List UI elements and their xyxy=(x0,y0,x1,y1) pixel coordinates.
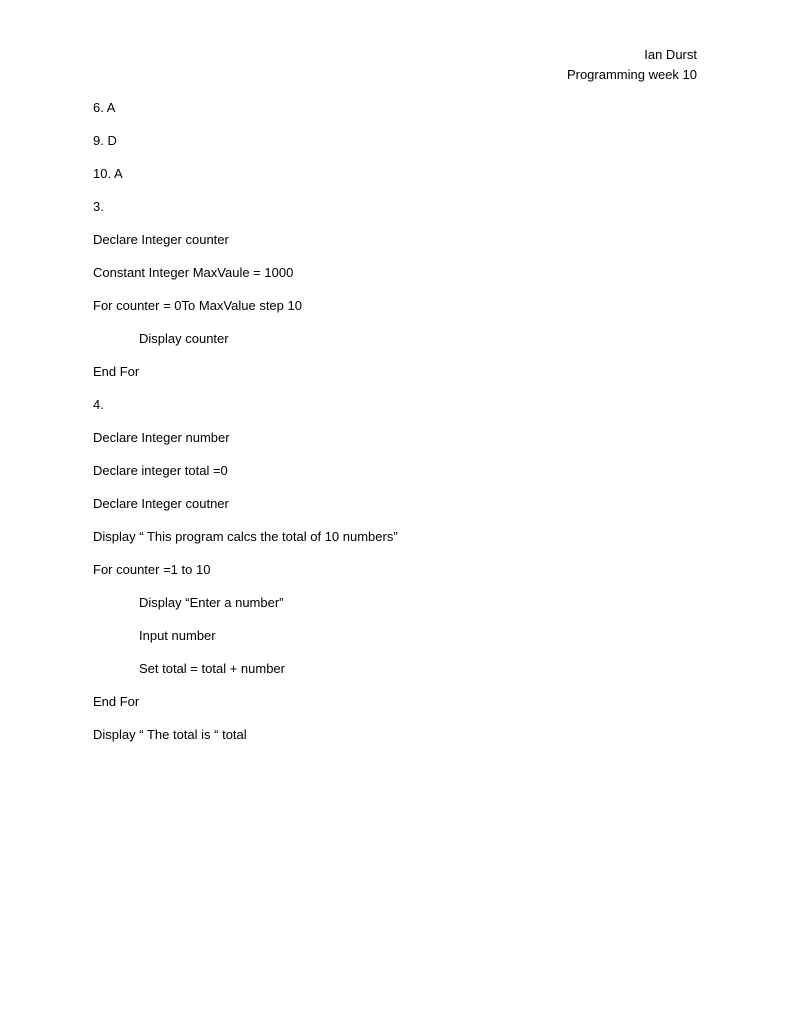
text-line: Declare Integer number xyxy=(93,430,230,445)
document-body xyxy=(93,91,713,751)
text-line: 4. xyxy=(93,397,104,412)
text-line-indented: Set total = total + number xyxy=(139,661,285,676)
header-author: Ian Durst xyxy=(644,47,697,62)
text-line-indented: Input number xyxy=(139,628,216,643)
text-line: Declare integer total =0 xyxy=(93,463,228,478)
text-line: 10. A xyxy=(93,166,123,181)
text-line-indented: Display counter xyxy=(139,331,229,346)
text-line: Declare Integer coutner xyxy=(93,496,229,511)
text-line: Display “ This program calcs the total of 10 numbers” xyxy=(93,529,398,544)
text-line: End For xyxy=(93,694,140,709)
text-line: Display “ The total is “ total xyxy=(93,727,247,742)
header-course: Programming week 10 xyxy=(566,67,697,82)
text-line-indented: Display “Enter a number” xyxy=(139,595,284,610)
page-header xyxy=(567,45,697,85)
text-line: Declare Integer counter xyxy=(93,232,229,247)
text-line: End For xyxy=(93,364,140,379)
text-line: 3. xyxy=(93,199,104,214)
text-line: 6. A xyxy=(93,100,116,115)
text-line: 9. D xyxy=(93,133,117,148)
text-line: For counter = 0To MaxValue step 10 xyxy=(93,298,302,313)
text-line: For counter =1 to 10 xyxy=(93,562,211,577)
text-line: Constant Integer MaxVaule = 1000 xyxy=(93,265,294,280)
